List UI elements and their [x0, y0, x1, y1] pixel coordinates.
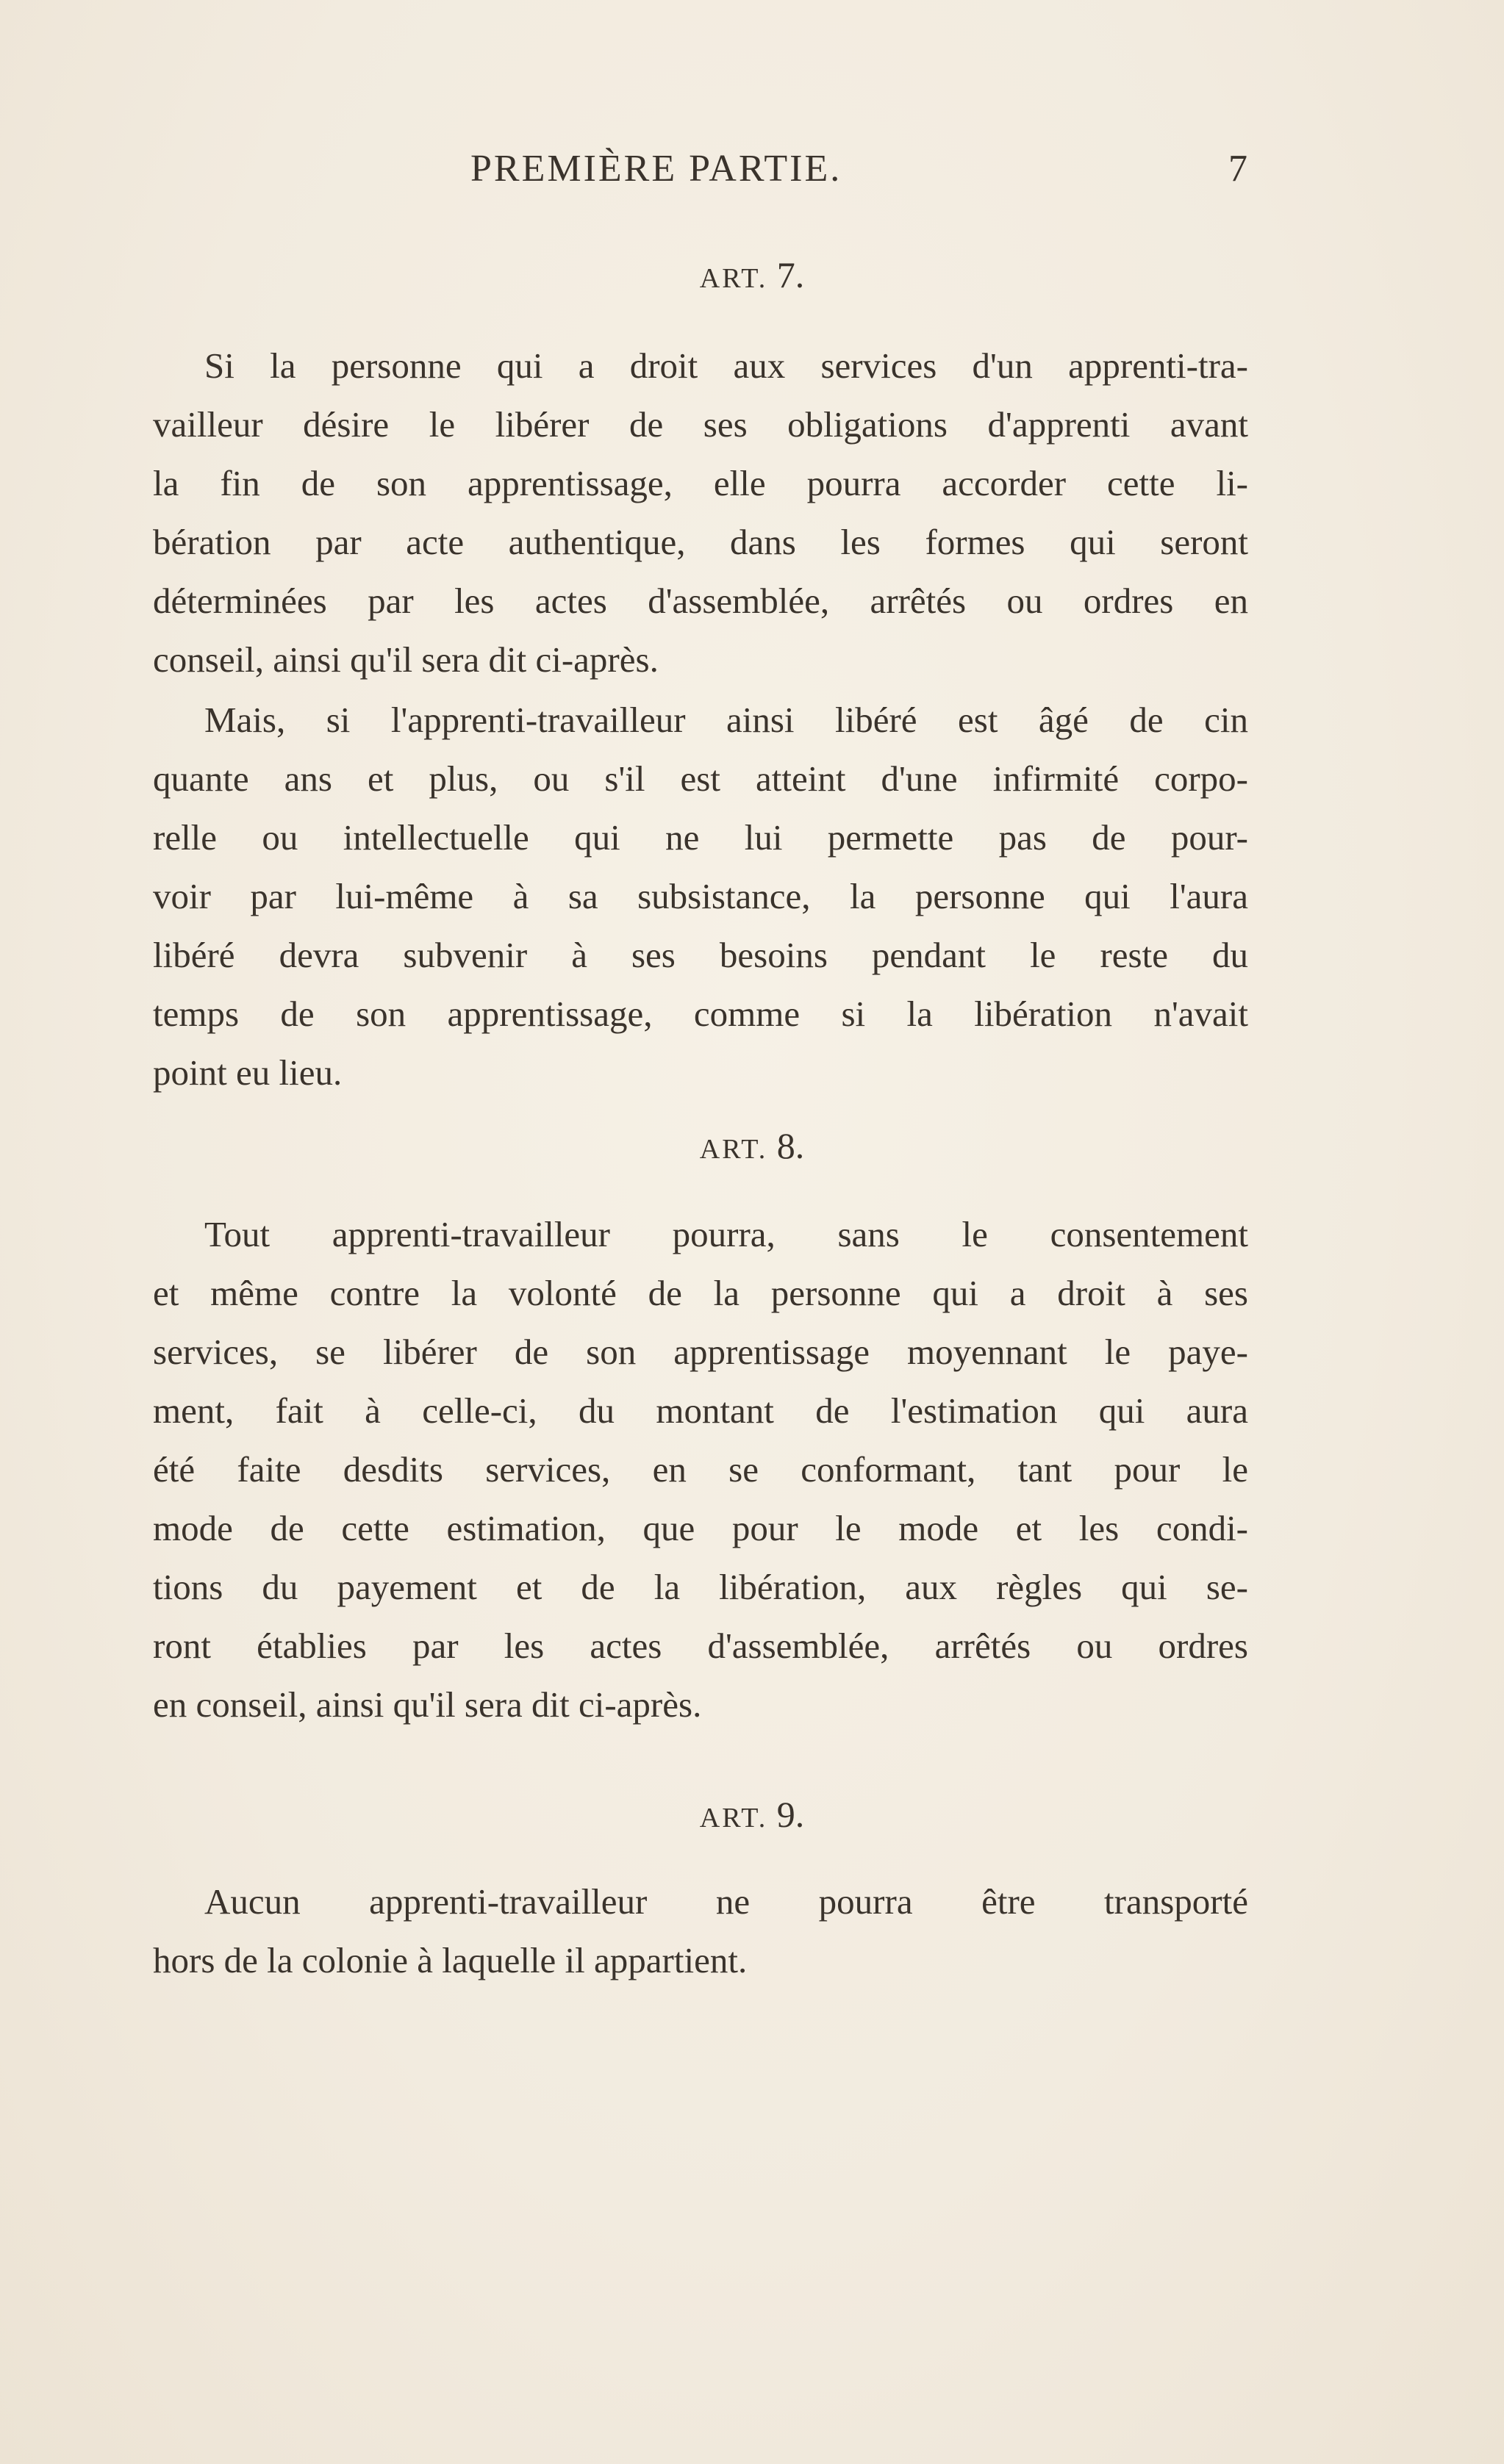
text-line: libéré devra subvenir à ses besoins pendant le reste du	[153, 935, 1248, 975]
article-9-heading	[0, 1793, 1504, 1836]
text-line: services, se libérer de son apprentissage moyennant le paye-	[153, 1332, 1248, 1372]
text-line: hors de la colonie à laquelle il appartient.	[153, 1940, 748, 1980]
article-number: 8.	[776, 1125, 805, 1166]
text-line: Mais, si l'apprenti-travailleur ainsi libéré est âgé de cin	[204, 700, 1248, 740]
text-line: Tout apprenti-travailleur pourra, sans le consentement	[204, 1214, 1248, 1254]
text-line: quante ans et plus, ou s'il est atteint d'une infirmité corpo-	[153, 758, 1248, 799]
text-line: conseil, ainsi qu'il sera dit ci-après.	[153, 639, 659, 680]
text-line: bération par acte authentique, dans les formes qui seront	[153, 522, 1248, 562]
page-number: 7	[1228, 148, 1250, 190]
running-header	[470, 147, 1250, 198]
text-line: vailleur désire le libérer de ses obligations d'apprenti avant	[153, 404, 1248, 445]
text-line: en conseil, ainsi qu'il sera dit ci-après.	[153, 1684, 702, 1725]
article-7-paragraph-1	[153, 337, 1248, 689]
text-line: temps de son apprentissage, comme si la libération n'avait	[153, 994, 1248, 1034]
article-7-paragraph-2	[153, 691, 1248, 1102]
text-line: Si la personne qui a droit aux services d'un apprenti-tra-	[204, 345, 1248, 386]
section-title: PREMIÈRE PARTIE.	[470, 148, 842, 190]
article-8-heading	[0, 1124, 1504, 1167]
text-line: relle ou intellectuelle qui ne lui permette pas de pour-	[153, 817, 1248, 858]
text-line: ment, fait à celle-ci, du montant de l'estimation qui aura	[153, 1390, 1248, 1431]
text-line: Aucun apprenti-travailleur ne pourra être transporté	[204, 1881, 1248, 1922]
text-line: déterminées par les actes d'assemblée, arrêtés ou ordres en	[153, 581, 1248, 621]
article-label: ART.	[699, 1803, 768, 1833]
text-line: mode de cette estimation, que pour le mode et les condi-	[153, 1508, 1248, 1548]
text-line: la fin de son apprentissage, elle pourra accorder cette li-	[153, 463, 1248, 503]
article-number: 9.	[776, 1794, 805, 1835]
text-line: point eu lieu.	[153, 1052, 343, 1093]
article-number: 7.	[776, 254, 805, 295]
text-line: et même contre la volonté de la personne qui a droit à ses	[153, 1273, 1248, 1313]
text-line: ront établies par les actes d'assemblée, arrêtés ou ordres	[153, 1626, 1248, 1666]
text-line: été faite desdits services, en se conformant, tant pour le	[153, 1449, 1248, 1490]
article-9-paragraph	[153, 1872, 1248, 1990]
article-7-heading	[0, 254, 1504, 296]
article-label: ART.	[699, 1134, 768, 1165]
article-label: ART.	[699, 263, 768, 294]
article-8-paragraph	[153, 1205, 1248, 1734]
text-line: voir par lui-même à sa subsistance, la personne qui l'aura	[153, 876, 1248, 916]
text-line: tions du payement et de la libération, aux règles qui se-	[153, 1567, 1248, 1607]
